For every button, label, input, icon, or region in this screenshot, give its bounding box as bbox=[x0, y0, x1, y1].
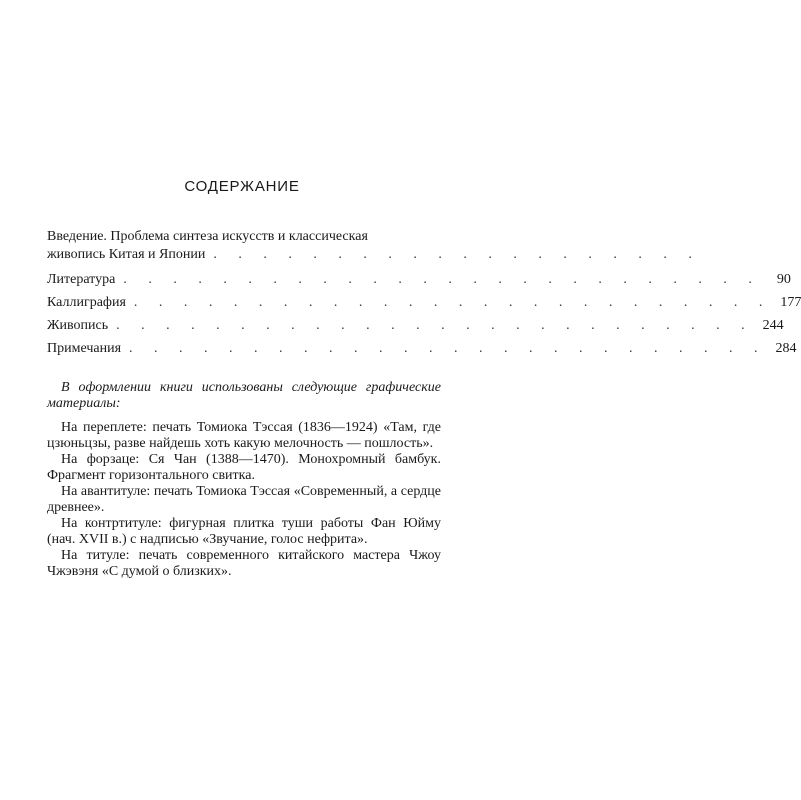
toc-leader-dots: . . . . . . . . . . . . . . . . . . . . . . . . . . bbox=[116, 318, 754, 333]
toc-leader-dots: . . . . . . . . . . . . . . . . . . . . . . . . . . bbox=[129, 341, 767, 356]
toc-entry-page: 90 bbox=[776, 272, 791, 287]
note-title-page: На титуле: печать современного китайского мастера Чжоу Чжэвэня «С думой о близких». bbox=[47, 548, 441, 579]
toc-entry-introduction[interactable] bbox=[47, 228, 701, 264]
toc-entry-title-line1: Введение. Проблема синтеза искусств и классическая bbox=[47, 229, 368, 244]
toc-entry-page: 177 bbox=[780, 295, 801, 310]
note-binding: На переплете: печать Томиока Тэссая (1836—1924) «Там, где цзюньцзы, разве найдешь хоть какую мелочность — пошлость». bbox=[47, 420, 441, 451]
note-half-title: На авантитуле: печать Томиока Тэссая «Современный, а сердце древнее». bbox=[47, 484, 441, 515]
toc-entry-title: Примечания bbox=[47, 341, 122, 356]
toc-entry-page: 244 bbox=[762, 318, 784, 333]
toc-entry-calligraphy[interactable] bbox=[47, 294, 801, 312]
toc-entry-literature[interactable] bbox=[47, 271, 791, 289]
graphic-materials-notes bbox=[47, 380, 441, 580]
toc-entry-title: Литература bbox=[47, 272, 116, 287]
toc-entry-notes[interactable] bbox=[47, 340, 797, 358]
toc-leader-dots: . . . . . . . . . . . . . . . . . . . . bbox=[213, 247, 701, 262]
toc-leader-dots: . . . . . . . . . . . . . . . . . . . . . . . . . . bbox=[123, 272, 761, 287]
toc-leader-dots: . . . . . . . . . . . . . . . . . . . . . . . . . . bbox=[133, 295, 772, 310]
table-of-contents bbox=[47, 228, 801, 363]
toc-entry-page: 284 bbox=[775, 341, 797, 356]
toc-entry-title: Живопись bbox=[47, 318, 109, 333]
notes-intro: В оформлении книги использованы следующие графические материалы: bbox=[47, 380, 441, 411]
toc-heading: СОДЕРЖАНИЕ bbox=[184, 178, 300, 195]
toc-entry-title: Каллиграфия bbox=[47, 295, 126, 310]
toc-entry-painting[interactable] bbox=[47, 317, 784, 335]
toc-entry-title-line2: живопись Китая и Японии bbox=[47, 247, 206, 262]
note-endpaper: На форзаце: Ся Чан (1388—1470). Монохромный бамбук. Фрагмент горизонтального свитка. bbox=[47, 452, 441, 483]
note-frontispiece: На контртитуле: фигурная плитка туши работы Фан Юйму (нач. XVII в.) с надписью «Звучание, голос нефрита». bbox=[47, 516, 441, 547]
